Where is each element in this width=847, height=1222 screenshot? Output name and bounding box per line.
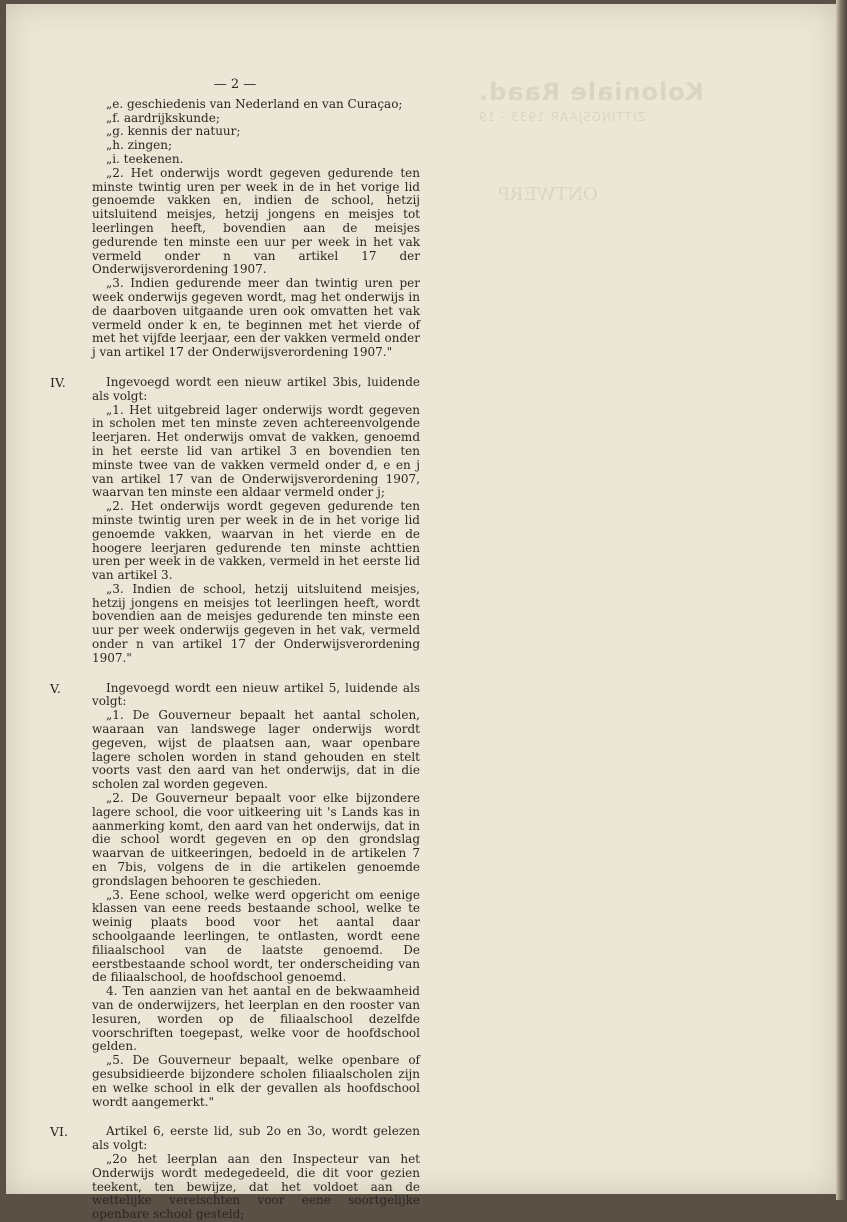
section-number: VI. <box>50 1124 68 1140</box>
page-number: — 2 — <box>213 77 257 92</box>
section-intro: Ingevoegd wordt een nieuw artikel 5, luidende als volgt: <box>92 680 420 709</box>
paragraph: „2. De Gouverneur bepaalt voor elke bijzondere lagere school, die voor uitkeering uit 's Lands kas in aanmerking komt, den aard van het onderwijs, dat in die school wordt gegeven en op den grondslag waarvan de uitkeeringen, bedoeld in de artikelen 7 en 7bis, volgens de in die artikelen genoemde grondslagen behooren te geschieden. <box>92 791 420 888</box>
paragraph: „1. Het uitgebreid lager onderwijs wordt gegeven in scholen met ten minste zeven achtereenvolgende leerjaren. Het onderwijs omvat de vakken, genoemd in het eerste lid van artikel 3 en bovendien ten minste twee van de vakken vermeld onder d, e en j van artikel 17 van de Onderwijsverordening 1907, waarvan ten minste een aldaar vermeld onder j; <box>92 402 420 500</box>
paragraph: „2. Het onderwijs wordt gegeven gedurende ten minste twintig uren per week in de in het vorige lid genoemde vakken en, indien de school, hetzij uitsluitend meisjes, hetzij jongens en meisjes tot leerlingen heeft, bovendien aan de meisjes gedurende ten minste een uur per week in het vak vermeld onder n van artikel 17 der Onderwijsverordening 1907. <box>92 165 420 277</box>
section-number: IV. <box>50 374 66 390</box>
paragraph: „f. aardrijkskunde; <box>106 110 220 125</box>
bleed-through-text <box>478 78 818 205</box>
paragraph: „1. De Gouverneur bepaalt het aantal scholen, waaraan van landswege lager onderwijs wordt gegeven, wijst de plaatsen aan, waar openbare lagere scholen worden in stand gehouden en stelt voorts vast den aard van het onderwijs, dat in die scholen zal worden gegeven. <box>92 708 420 792</box>
section-iv <box>50 376 420 666</box>
paragraph: „2o het leerplan aan den Inspecteur van het Onderwijs wordt medegedeeld, die dit voor gezien teekent, ten bewijze, dat het voldoet aan de wettelijke vereischten voor eene soortgelijke openbare school gesteld; <box>92 1151 420 1222</box>
section-intro: Artikel 6, eerste lid, sub 2o en 3o, wordt gelezen als volgt: <box>92 1124 420 1153</box>
paragraph: „g. kennis der natuur; <box>106 124 241 139</box>
paragraph: „5. De Gouverneur bepaalt, welke openbare of gesubsidieerde bijzondere scholen filiaalscholen zijn en welke school in elk der gevallen als hoofdschool wordt aangemerkt." <box>92 1053 420 1109</box>
section-v <box>50 682 420 1110</box>
paragraph: „3. Indien de school, hetzij uitsluitend meisjes, hetzij jongens en meisjes tot leerlingen heeft, wordt bovendien aan de meisjes gedurende ten minste een uur per week onderwijs gegeven in het vak, vermeld onder n van artikel 17 der Onderwijsverordening 1907." <box>92 581 420 665</box>
section-vi <box>50 1125 420 1222</box>
paragraph: „i. teekenen. <box>106 151 184 166</box>
bleed-line-2: ZITTINGSJAAR 1933 - 19 <box>478 110 646 124</box>
paragraph: „e. geschiedenis van Nederland en van Curaçao; <box>106 96 403 111</box>
paragraph: „h. zingen; <box>106 138 173 153</box>
preamble <box>50 98 420 360</box>
section-number: V. <box>50 680 61 696</box>
bleed-line-3: ONTWERP <box>498 184 598 205</box>
section-intro: Ingevoegd wordt een nieuw artikel 3bis, luidende als volgt: <box>92 374 420 403</box>
paragraph: „3. Eene school, welke werd opgericht om eenige klassen van eene reeds bestaande school, welke te weinig plaats bood voor het aantal daar schoolgaande leerlingen, te ontlasten, wordt eene filiaalschool van de laatste genoemd. De eerstbestaande school wordt, ter onderscheiding van de filiaalschool, de hoofdschool genoemd. <box>92 887 420 985</box>
paragraph: „3. Indien gedurende meer dan twintig uren per week onderwijs gegeven wordt, mag het onderwijs in de daarboven uitgaande uren ook omvatten het vak vermeld onder k en, te beginnen met het vierde of met het vijfde leerjaar, een der vakken vermeld onder j van artikel 17 der Onderwijsverordening 1907." <box>92 276 420 360</box>
document-text <box>50 78 420 1222</box>
bleed-line-1: Koloniale Raad. <box>478 78 704 106</box>
paragraph: 4. Ten aanzien van het aantal en de bekwaamheid van de onderwijzers, het leerplan en den rooster van lesuren, worden op de filiaalschool dezelfde voorschriften toegepast, welke voor de hoofdschool gelden. <box>92 984 420 1054</box>
page-edge <box>836 0 847 1200</box>
paragraph: „2. Het onderwijs wordt gegeven gedurende ten minste twintig uren per week in de in het vorige lid genoemde vakken, waarvan in het vierde en de hoogere leerjaren gedurende ten minste achttien uren per week in de vakken, vermeld in het eerste lid van artikel 3. <box>92 499 420 583</box>
